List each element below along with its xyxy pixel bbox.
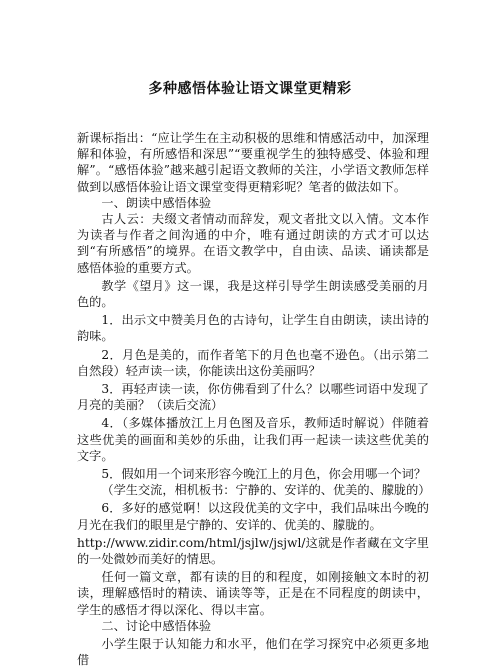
document-title: 多种感悟体验让语文课堂更精彩 [148, 81, 352, 97]
url-paragraph: http://www.zidir.com/html/jsjlw/jsjwl/这就是作者藏在文字里的一处微妙而美好的情思。 [77, 535, 429, 567]
body-paragraph: 任何一篇文章，都有读的目的和程度，如刚接触文本时的初读，理解感悟时的精读、诵读等等，正是在不同程度的朗读中，学生的感悟才得以深化、得以丰富。 [77, 570, 429, 617]
list-item-note: （学生交流，相机板书：宁静的、安详的、优美的、朦胧的） [101, 483, 431, 498]
list-item: 4．（多媒体播放江上月色图及音乐，教师适时解说）伴随着这些优美的画面和美妙的乐曲，让我们再一起读一读这些优美的文字。 [77, 416, 429, 463]
intro-paragraph: 新课标指出：“应让学生在主动积极的思维和情感活动中，加深理解和体验，有所感悟和深思”“要重视学生的独特感受、体验和理解”。“感悟体验”越来越引起语文教师的关注，小学语文教师怎样做到以感悟体验让语文课堂变得更精彩呢？笔者的做法如下。 [77, 131, 429, 194]
document-body [77, 130, 429, 669]
list-item: 3．再轻声读一读，你仿佛看到了什么？以哪些词语中发现了月亮的美丽？（读后交流） [77, 382, 429, 413]
body-paragraph: 教学《望月》这一课，我是这样引导学生朗读感受美丽的月色的。 [77, 278, 429, 310]
list-item: 6．多好的感觉啊！以这段优美的文字中，我们品味出今晚的月光在我们的眼里是宁静的、安详的、优美的、朦胧的。 [77, 501, 429, 532]
list-item: 1．出示文中赞美月色的古诗句，让学生自由朗读，读出诗的韵味。 [77, 313, 429, 344]
body-paragraph: 小学生限于认知能力和水平，他们在学习探究中必须更多地借 [77, 637, 429, 668]
list-item: 5．假如用一个词来形容今晚江上的月色，你会用哪一个词？ [101, 467, 427, 482]
section-heading-reading: 一、朗读中感悟体验 [101, 195, 212, 210]
list-item: 2．月色是美的，而作者笔下的月色也毫不逊色。（出示第二自然段）轻声读一读，你能读出这份美丽吗？ [77, 347, 429, 378]
body-paragraph: 古人云：夫缀文者情动而辞发，观文者批文以入情。文本作为读者与作者之间沟通的中介，唯有通过朗读的方式才可以达到“有所感悟”的境界。在语文教学中，自由读、品读、诵读都是感悟体验的重要方式。 [77, 212, 429, 275]
section-heading-discussion: 二、讨论中感悟体验 [101, 618, 212, 633]
